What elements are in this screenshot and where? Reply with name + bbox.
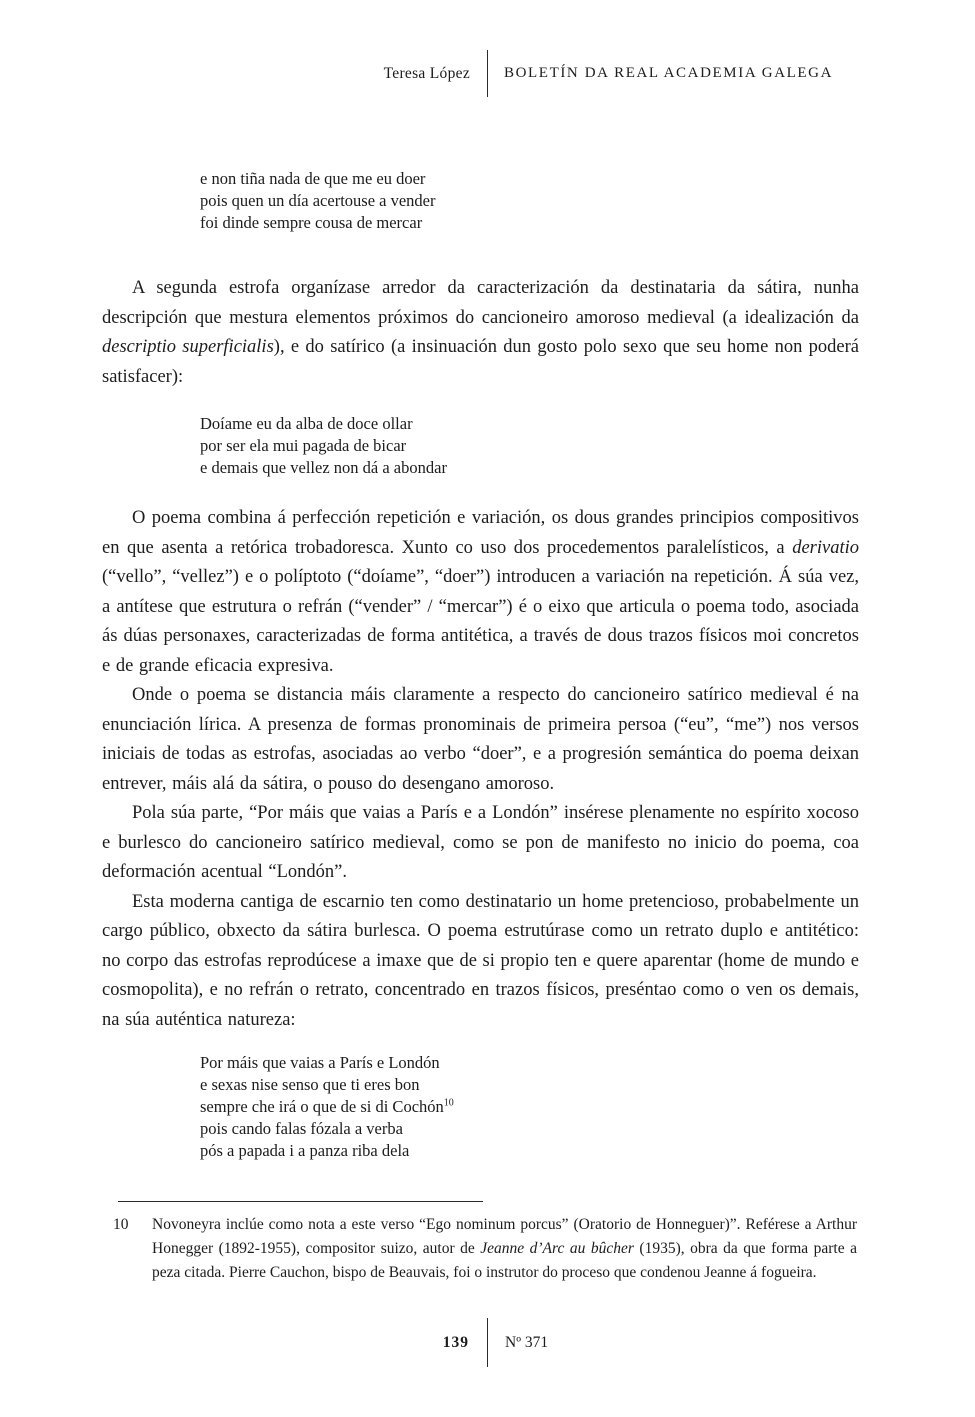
footnote-text <box>152 1213 857 1285</box>
main-text-column <box>102 168 859 1162</box>
verse-line: foi dinde sempre cousa de mercar <box>200 213 423 232</box>
page-number: 139 <box>442 1333 469 1351</box>
italic-text: Jeanne d’Arc au bûcher <box>480 1240 634 1257</box>
verse-block-3 <box>200 1052 859 1162</box>
paragraph-4 <box>102 799 859 888</box>
paragraph-2 <box>102 504 859 681</box>
verse-line: sempre che irá o que de si di Cochón$^{10}$ <box>200 1097 454 1116</box>
verse-line: por ser ela mui pagada de bicar <box>200 436 407 455</box>
verse-line: Doíame eu da alba de doce ollar <box>200 414 413 433</box>
footnote-number: 10 <box>113 1216 129 1233</box>
text-segment: Pola súa parte, “Por máis que vaias a París e a Londón” insérese plenamente no espírito xocoso e burlesco do cancioneiro satírico medieval, como se pon de manifesto no inicio do poema, coa deformación acentual “Londón”. <box>102 803 859 882</box>
verse-block-1 <box>200 168 859 234</box>
paragraph-5 <box>102 888 859 1036</box>
text-segment: O poema combina á perfección repetición e variación, os dous grandes principios compositivos en que asenta a retórica trobadoresca. Xunto co uso dos procedementos paralelísticos, a <box>102 508 859 558</box>
text-segment: A segunda estrofa organízase arredor da caracterización da destinataria da sátira, nunha descripción que mestura elementos próximos do cancioneiro amoroso medieval (a idealización da <box>102 278 859 328</box>
text-segment: (“vello”, “vellez”) e o políptoto (“doíame”, “doer”) introducen a variación na repetición. Á súa vez, a antítese que estrutura o refrán (“vender” / “mercar”) é o eixo que articula o poema todo, asociada ás dúas personaxes, caracterizadas de forma antitética, a través de dous trazos físicos moi concretos e de grande eficacia expresiva. <box>102 567 859 676</box>
verse-line: pós a papada i a panza riba dela <box>200 1141 410 1160</box>
italic-text: derivatio <box>792 537 859 558</box>
footnote-reference: 10 <box>443 1097 454 1109</box>
text-segment: Onde o poema se distancia máis claramente a respecto do cancioneiro satírico medieval é na enunciación lírica. A presenza de formas pronominais de primeira persoa (“eu”, “me”) nos versos iniciais de todas as estrofas, asociadas ao verbo “doer”, e a progresión semántica do poema deixan entrever, máis alá da sátira, o pouso do desengano amoroso. <box>102 685 859 794</box>
verse-line: e non tiña nada de que me eu doer <box>200 169 426 188</box>
text-segment: ), e do satírico (a insinuación dun gosto polo sexo que seu home non poderá satisfacer): <box>102 337 859 387</box>
issue-number: Nº 371 <box>505 1333 549 1351</box>
text-segment: Esta moderna cantiga de escarnio ten como destinatario un home pretencioso, probabelmente un cargo público, obxecto da sátira burlesca. O poema estrutúrase como un retrato duplo e antitético: no corpo das estrofas reprodúcese a imaxe que de si propio ten e quere aparentar (home de mundo e cosmopolita), e no refrán o retrato, concentrado en trazos físicos, preséntao como o ven os demais, na súa auténtica natureza: <box>102 891 859 1030</box>
verse-line: pois quen un día acertouse a vender <box>200 191 436 210</box>
footnote-rule <box>118 1201 483 1202</box>
footnote <box>113 1213 857 1285</box>
running-header <box>0 50 975 97</box>
author-name: Teresa López <box>383 64 470 82</box>
verse-line: pois cando falas fózala a verba <box>200 1119 403 1138</box>
text-segment: Novoneyra inclúe como nota a este verso “Ego nominum porcus” (Oratorio de Honneguer)”. Reférese a Arthur Honegger (1892-1955), compositor suizo, autor de <box>152 1216 857 1257</box>
text-segment: (1935), obra da que forma parte a peza citada. Pierre Cauchon, bispo de Beauvais, foi o instrutor do proceso que condenou Jeanne á fogueira. <box>152 1240 857 1281</box>
paragraph-1 <box>102 274 859 392</box>
verse-line: e demais que vellez non dá a abondar <box>200 458 447 477</box>
paragraph-3 <box>102 681 859 799</box>
footnote-section <box>113 1201 857 1285</box>
journal-title: BOLETÍN DA REAL ACADEMIA GALEGA <box>504 65 834 81</box>
verse-line: e sexas nise senso que ti eres bon <box>200 1075 420 1094</box>
verse-block-2 <box>200 413 859 479</box>
italic-text: descriptio superficialis <box>102 337 274 357</box>
page-footer <box>0 1318 975 1367</box>
verse-line: Por máis que vaias a París e Londón <box>200 1053 440 1072</box>
